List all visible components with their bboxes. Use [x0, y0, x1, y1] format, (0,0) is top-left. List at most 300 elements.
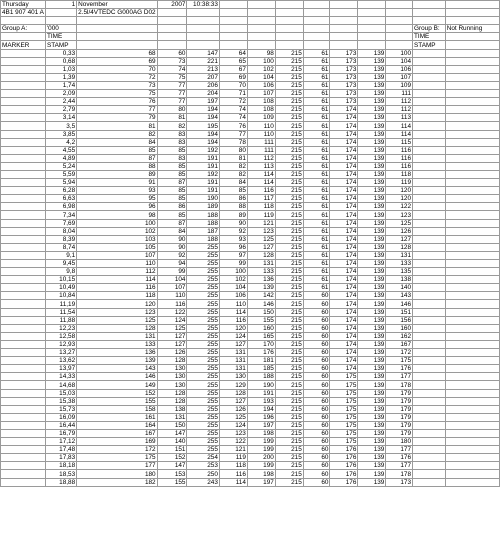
value-cell[interactable]: 173 — [330, 98, 358, 106]
value-cell[interactable] — [445, 114, 499, 122]
value-cell[interactable]: 123 — [247, 227, 275, 235]
value-cell[interactable] — [413, 373, 446, 381]
value-cell[interactable]: 215 — [275, 98, 303, 106]
value-cell[interactable] — [445, 187, 499, 195]
marker-cell[interactable] — [1, 98, 46, 106]
time-stamp-cell[interactable]: 14,68 — [45, 381, 76, 389]
value-cell[interactable] — [413, 284, 446, 292]
marker-cell[interactable] — [1, 268, 46, 276]
value-cell[interactable]: 215 — [275, 381, 303, 389]
value-cell[interactable]: 114 — [386, 122, 413, 130]
value-cell[interactable]: 68 — [77, 49, 157, 57]
value-cell[interactable]: 113 — [386, 114, 413, 122]
value-cell[interactable]: 150 — [247, 308, 275, 316]
value-cell[interactable]: 188 — [187, 235, 219, 243]
value-cell[interactable]: 179 — [386, 413, 413, 421]
value-cell[interactable]: 175 — [330, 389, 358, 397]
marker-cell[interactable] — [1, 235, 46, 243]
header-cell[interactable] — [77, 25, 157, 33]
value-cell[interactable]: 97 — [219, 251, 247, 259]
time-stamp-cell[interactable]: 3,85 — [45, 130, 76, 138]
value-cell[interactable] — [413, 235, 446, 243]
value-cell[interactable]: 118 — [219, 462, 247, 470]
marker-cell[interactable] — [1, 381, 46, 389]
value-cell[interactable]: 160 — [386, 324, 413, 332]
value-cell[interactable] — [413, 429, 446, 437]
header-cell[interactable] — [303, 17, 330, 25]
value-cell[interactable]: 194 — [187, 130, 219, 138]
marker-cell[interactable] — [1, 462, 46, 470]
value-cell[interactable] — [445, 49, 499, 57]
value-cell[interactable]: 93 — [77, 187, 157, 195]
value-cell[interactable]: 255 — [187, 308, 219, 316]
value-cell[interactable]: 61 — [303, 154, 330, 162]
value-cell[interactable]: 174 — [330, 268, 358, 276]
time-stamp-cell[interactable]: 15,73 — [45, 405, 76, 413]
value-cell[interactable]: 174 — [330, 154, 358, 162]
value-cell[interactable]: 60 — [303, 349, 330, 357]
value-cell[interactable]: 60 — [303, 332, 330, 340]
header-cell[interactable] — [1, 17, 46, 25]
value-cell[interactable] — [413, 130, 446, 138]
value-cell[interactable]: 255 — [187, 357, 219, 365]
value-cell[interactable] — [413, 73, 446, 81]
value-cell[interactable] — [445, 284, 499, 292]
value-cell[interactable]: 215 — [275, 268, 303, 276]
value-cell[interactable]: 82 — [77, 130, 157, 138]
value-cell[interactable] — [413, 421, 446, 429]
value-cell[interactable]: 177 — [77, 462, 157, 470]
value-cell[interactable]: 174 — [330, 324, 358, 332]
marker-cell[interactable] — [1, 357, 46, 365]
value-cell[interactable]: 61 — [303, 203, 330, 211]
value-cell[interactable] — [413, 106, 446, 114]
value-cell[interactable]: 174 — [330, 170, 358, 178]
value-cell[interactable]: 104 — [157, 276, 187, 284]
time-stamp-cell[interactable]: 8,39 — [45, 235, 76, 243]
value-cell[interactable]: 124 — [219, 332, 247, 340]
value-cell[interactable]: 109 — [247, 114, 275, 122]
value-cell[interactable]: 94 — [157, 260, 187, 268]
value-cell[interactable]: 60 — [303, 438, 330, 446]
value-cell[interactable]: 215 — [275, 421, 303, 429]
value-cell[interactable]: 81 — [219, 154, 247, 162]
time-stamp-cell[interactable]: 2,09 — [45, 90, 76, 98]
time-stamp-cell[interactable]: 12,93 — [45, 340, 76, 348]
value-cell[interactable]: 173 — [330, 57, 358, 65]
value-cell[interactable]: 122 — [219, 438, 247, 446]
value-cell[interactable] — [413, 57, 446, 65]
value-cell[interactable]: 130 — [157, 373, 187, 381]
value-cell[interactable]: 92 — [157, 251, 187, 259]
time-stamp-cell[interactable]: 6,63 — [45, 195, 76, 203]
marker-cell[interactable] — [1, 365, 46, 373]
value-cell[interactable] — [413, 179, 446, 187]
value-cell[interactable] — [445, 292, 499, 300]
header-cell[interactable] — [445, 41, 499, 49]
value-cell[interactable]: 175 — [330, 438, 358, 446]
value-cell[interactable]: 85 — [157, 195, 187, 203]
value-cell[interactable]: 215 — [275, 114, 303, 122]
value-cell[interactable]: 255 — [187, 292, 219, 300]
header-cell[interactable]: 4B1 907 401 A — [2, 9, 44, 17]
value-cell[interactable]: 174 — [330, 243, 358, 251]
value-cell[interactable]: 172 — [77, 446, 157, 454]
time-stamp-cell[interactable]: 1,39 — [45, 73, 76, 81]
value-cell[interactable]: 77 — [157, 98, 187, 106]
header-cell[interactable] — [330, 33, 358, 41]
value-cell[interactable]: 82 — [219, 170, 247, 178]
value-cell[interactable]: 110 — [247, 130, 275, 138]
value-cell[interactable]: 254 — [187, 454, 219, 462]
marker-cell[interactable] — [1, 154, 46, 162]
value-cell[interactable]: 61 — [303, 65, 330, 73]
value-cell[interactable]: 255 — [187, 438, 219, 446]
value-cell[interactable]: 165 — [247, 332, 275, 340]
value-cell[interactable]: 206 — [187, 81, 219, 89]
time-stamp-cell[interactable]: 18,18 — [45, 462, 76, 470]
value-cell[interactable]: 215 — [275, 211, 303, 219]
value-cell[interactable]: 179 — [386, 389, 413, 397]
header-cell[interactable] — [247, 9, 275, 17]
value-cell[interactable]: 255 — [187, 365, 219, 373]
value-cell[interactable]: 173 — [330, 90, 358, 98]
time-stamp-cell[interactable]: 2,44 — [45, 98, 76, 106]
value-cell[interactable]: 255 — [187, 413, 219, 421]
value-cell[interactable] — [445, 405, 499, 413]
value-cell[interactable] — [413, 49, 446, 57]
value-cell[interactable]: 188 — [187, 219, 219, 227]
header-cell[interactable] — [386, 1, 413, 9]
value-cell[interactable]: 122 — [157, 308, 187, 316]
value-cell[interactable]: 197 — [247, 478, 275, 486]
value-cell[interactable]: 179 — [386, 405, 413, 413]
value-cell[interactable]: 112 — [77, 268, 157, 276]
value-cell[interactable]: 61 — [303, 73, 330, 81]
marker-cell[interactable] — [1, 49, 46, 57]
value-cell[interactable]: 243 — [187, 478, 219, 486]
marker-cell[interactable] — [1, 300, 46, 308]
marker-cell[interactable] — [1, 292, 46, 300]
value-cell[interactable]: 162 — [386, 332, 413, 340]
value-cell[interactable]: 139 — [358, 154, 386, 162]
value-cell[interactable]: 174 — [330, 162, 358, 170]
value-cell[interactable]: 104 — [219, 284, 247, 292]
value-cell[interactable]: 130 — [219, 373, 247, 381]
value-cell[interactable]: 81 — [77, 122, 157, 130]
value-cell[interactable]: 61 — [303, 260, 330, 268]
value-cell[interactable]: 114 — [247, 179, 275, 187]
marker-cell[interactable] — [1, 251, 46, 259]
value-cell[interactable]: 139 — [358, 470, 386, 478]
value-cell[interactable]: 109 — [386, 81, 413, 89]
value-cell[interactable]: 61 — [303, 227, 330, 235]
value-cell[interactable] — [445, 203, 499, 211]
value-cell[interactable]: 147 — [187, 49, 219, 57]
header-cell[interactable]: 2007 — [157, 1, 187, 9]
value-cell[interactable]: 139 — [358, 170, 386, 178]
value-cell[interactable]: 215 — [275, 73, 303, 81]
header-cell[interactable] — [45, 9, 76, 17]
value-cell[interactable]: 176 — [247, 349, 275, 357]
value-cell[interactable]: 215 — [275, 284, 303, 292]
value-cell[interactable]: 133 — [386, 260, 413, 268]
value-cell[interactable]: 175 — [330, 381, 358, 389]
header-cell[interactable]: TIME — [413, 33, 446, 41]
time-stamp-cell[interactable]: 12,23 — [45, 324, 76, 332]
value-cell[interactable]: 255 — [187, 381, 219, 389]
time-stamp-cell[interactable]: 11,88 — [45, 316, 76, 324]
header-cell[interactable] — [247, 17, 275, 25]
value-cell[interactable]: 102 — [247, 65, 275, 73]
header-cell[interactable] — [330, 9, 358, 17]
value-cell[interactable]: 139 — [358, 114, 386, 122]
header-cell[interactable] — [445, 17, 499, 25]
value-cell[interactable]: 215 — [275, 146, 303, 154]
header-cell[interactable]: TIME — [45, 33, 76, 41]
value-cell[interactable]: 146 — [386, 300, 413, 308]
value-cell[interactable]: 173 — [386, 478, 413, 486]
value-cell[interactable]: 139 — [358, 324, 386, 332]
value-cell[interactable]: 114 — [219, 308, 247, 316]
header-cell[interactable] — [219, 17, 247, 25]
value-cell[interactable]: 207 — [187, 73, 219, 81]
value-cell[interactable] — [445, 316, 499, 324]
header-cell[interactable] — [275, 9, 303, 17]
value-cell[interactable]: 175 — [330, 397, 358, 405]
value-cell[interactable]: 61 — [303, 284, 330, 292]
value-cell[interactable]: 136 — [77, 349, 157, 357]
value-cell[interactable]: 116 — [247, 187, 275, 195]
value-cell[interactable]: 84 — [219, 179, 247, 187]
value-cell[interactable]: 215 — [275, 397, 303, 405]
value-cell[interactable] — [445, 429, 499, 437]
value-cell[interactable]: 215 — [275, 470, 303, 478]
header-cell[interactable] — [445, 9, 499, 17]
time-stamp-cell[interactable]: 3,14 — [45, 114, 76, 122]
value-cell[interactable]: 215 — [275, 373, 303, 381]
value-cell[interactable]: 118 — [77, 292, 157, 300]
marker-cell[interactable] — [1, 138, 46, 146]
value-cell[interactable]: 139 — [358, 187, 386, 195]
time-stamp-cell[interactable]: 16,79 — [45, 429, 76, 437]
value-cell[interactable] — [445, 90, 499, 98]
value-cell[interactable]: 112 — [386, 106, 413, 114]
value-cell[interactable]: 126 — [157, 349, 187, 357]
value-cell[interactable]: 139 — [358, 373, 386, 381]
value-cell[interactable]: 174 — [330, 203, 358, 211]
value-cell[interactable]: 139 — [358, 219, 386, 227]
value-cell[interactable]: 99 — [157, 268, 187, 276]
value-cell[interactable] — [413, 90, 446, 98]
value-cell[interactable] — [445, 235, 499, 243]
value-cell[interactable] — [413, 138, 446, 146]
value-cell[interactable]: 104 — [247, 73, 275, 81]
value-cell[interactable]: 119 — [219, 454, 247, 462]
value-cell[interactable]: 255 — [187, 260, 219, 268]
marker-cell[interactable] — [1, 162, 46, 170]
value-cell[interactable] — [445, 260, 499, 268]
value-cell[interactable]: 139 — [358, 227, 386, 235]
value-cell[interactable] — [445, 462, 499, 470]
marker-cell[interactable] — [1, 243, 46, 251]
value-cell[interactable]: 121 — [247, 219, 275, 227]
time-stamp-cell[interactable]: 4,89 — [45, 154, 76, 162]
value-cell[interactable] — [445, 179, 499, 187]
value-cell[interactable]: 90 — [219, 219, 247, 227]
value-cell[interactable]: 174 — [330, 130, 358, 138]
value-cell[interactable]: 60 — [303, 478, 330, 486]
value-cell[interactable]: 255 — [187, 446, 219, 454]
marker-cell[interactable] — [1, 454, 46, 462]
value-cell[interactable]: 177 — [386, 462, 413, 470]
value-cell[interactable] — [413, 405, 446, 413]
value-cell[interactable]: 215 — [275, 446, 303, 454]
value-cell[interactable]: 76 — [77, 98, 157, 106]
value-cell[interactable]: 128 — [247, 251, 275, 259]
value-cell[interactable] — [445, 162, 499, 170]
value-cell[interactable]: 104 — [386, 57, 413, 65]
value-cell[interactable]: 136 — [247, 276, 275, 284]
value-cell[interactable]: 139 — [358, 438, 386, 446]
time-stamp-cell[interactable]: 6,28 — [45, 187, 76, 195]
value-cell[interactable]: 139 — [358, 316, 386, 324]
value-cell[interactable]: 221 — [187, 57, 219, 65]
value-cell[interactable]: 215 — [275, 154, 303, 162]
value-cell[interactable]: 85 — [157, 146, 187, 154]
value-cell[interactable]: 255 — [187, 332, 219, 340]
value-cell[interactable]: 78 — [219, 138, 247, 146]
header-cell[interactable] — [219, 25, 247, 33]
value-cell[interactable] — [445, 146, 499, 154]
value-cell[interactable] — [445, 389, 499, 397]
value-cell[interactable]: 215 — [275, 478, 303, 486]
value-cell[interactable]: 61 — [303, 219, 330, 227]
value-cell[interactable]: 215 — [275, 130, 303, 138]
value-cell[interactable]: 174 — [330, 122, 358, 130]
value-cell[interactable] — [413, 162, 446, 170]
value-cell[interactable]: 127 — [157, 340, 187, 348]
value-cell[interactable]: 61 — [303, 235, 330, 243]
marker-cell[interactable] — [1, 340, 46, 348]
header-cell[interactable] — [187, 41, 219, 49]
value-cell[interactable] — [413, 122, 446, 130]
value-cell[interactable]: 128 — [219, 389, 247, 397]
value-cell[interactable] — [445, 470, 499, 478]
value-cell[interactable]: 127 — [247, 243, 275, 251]
value-cell[interactable]: 250 — [187, 470, 219, 478]
value-cell[interactable]: 178 — [386, 381, 413, 389]
value-cell[interactable]: 174 — [330, 227, 358, 235]
value-cell[interactable]: 61 — [303, 243, 330, 251]
value-cell[interactable]: 87 — [157, 179, 187, 187]
value-cell[interactable]: 215 — [275, 389, 303, 397]
value-cell[interactable]: 215 — [275, 57, 303, 65]
header-cell[interactable] — [413, 9, 446, 17]
value-cell[interactable] — [413, 446, 446, 454]
value-cell[interactable]: 112 — [386, 98, 413, 106]
value-cell[interactable]: 89 — [77, 170, 157, 178]
value-cell[interactable]: 192 — [187, 170, 219, 178]
value-cell[interactable]: 112 — [247, 154, 275, 162]
value-cell[interactable]: 255 — [187, 397, 219, 405]
value-cell[interactable]: 116 — [77, 284, 157, 292]
time-stamp-cell[interactable]: 11,54 — [45, 308, 76, 316]
value-cell[interactable]: 190 — [247, 381, 275, 389]
value-cell[interactable]: 139 — [358, 365, 386, 373]
value-cell[interactable]: 215 — [275, 405, 303, 413]
value-cell[interactable]: 253 — [187, 462, 219, 470]
value-cell[interactable]: 215 — [275, 276, 303, 284]
value-cell[interactable]: 60 — [303, 429, 330, 437]
value-cell[interactable]: 65 — [219, 57, 247, 65]
value-cell[interactable]: 110 — [77, 260, 157, 268]
value-cell[interactable]: 126 — [219, 405, 247, 413]
header-cell[interactable] — [77, 33, 157, 41]
value-cell[interactable]: 146 — [77, 373, 157, 381]
header-cell[interactable] — [247, 25, 275, 33]
marker-cell[interactable] — [1, 90, 46, 98]
marker-cell[interactable] — [1, 373, 46, 381]
value-cell[interactable]: 107 — [77, 251, 157, 259]
header-cell[interactable] — [157, 41, 187, 49]
marker-cell[interactable] — [1, 81, 46, 89]
marker-cell[interactable] — [1, 179, 46, 187]
value-cell[interactable]: 98 — [77, 211, 157, 219]
header-cell[interactable] — [303, 33, 330, 41]
value-cell[interactable] — [445, 130, 499, 138]
value-cell[interactable]: 255 — [187, 316, 219, 324]
value-cell[interactable]: 124 — [157, 316, 187, 324]
time-stamp-cell[interactable]: 12,58 — [45, 332, 76, 340]
value-cell[interactable] — [445, 421, 499, 429]
value-cell[interactable]: 156 — [386, 316, 413, 324]
value-cell[interactable]: 72 — [77, 73, 157, 81]
value-cell[interactable]: 199 — [247, 438, 275, 446]
value-cell[interactable]: 127 — [386, 235, 413, 243]
value-cell[interactable] — [445, 211, 499, 219]
marker-cell[interactable] — [1, 170, 46, 178]
value-cell[interactable]: 179 — [386, 397, 413, 405]
header-cell[interactable] — [303, 25, 330, 33]
marker-cell[interactable] — [1, 260, 46, 268]
value-cell[interactable]: 127 — [219, 397, 247, 405]
value-cell[interactable]: 142 — [247, 292, 275, 300]
time-stamp-cell[interactable]: 8,04 — [45, 227, 76, 235]
marker-cell[interactable] — [1, 446, 46, 454]
time-stamp-cell[interactable]: 1,74 — [45, 81, 76, 89]
value-cell[interactable]: 215 — [275, 187, 303, 195]
value-cell[interactable]: 255 — [187, 324, 219, 332]
value-cell[interactable] — [413, 227, 446, 235]
header-cell[interactable] — [386, 17, 413, 25]
time-stamp-cell[interactable]: 13,27 — [45, 349, 76, 357]
value-cell[interactable]: 131 — [386, 251, 413, 259]
value-cell[interactable]: 174 — [330, 308, 358, 316]
value-cell[interactable]: 123 — [219, 429, 247, 437]
value-cell[interactable]: 60 — [303, 324, 330, 332]
value-cell[interactable] — [413, 65, 446, 73]
header-cell[interactable] — [247, 41, 275, 49]
time-stamp-cell[interactable]: 4,2 — [45, 138, 76, 146]
value-cell[interactable]: 146 — [247, 300, 275, 308]
value-cell[interactable]: 215 — [275, 122, 303, 130]
value-cell[interactable]: 255 — [187, 284, 219, 292]
value-cell[interactable]: 139 — [358, 138, 386, 146]
value-cell[interactable]: 116 — [157, 300, 187, 308]
value-cell[interactable] — [413, 413, 446, 421]
value-cell[interactable]: 125 — [157, 324, 187, 332]
